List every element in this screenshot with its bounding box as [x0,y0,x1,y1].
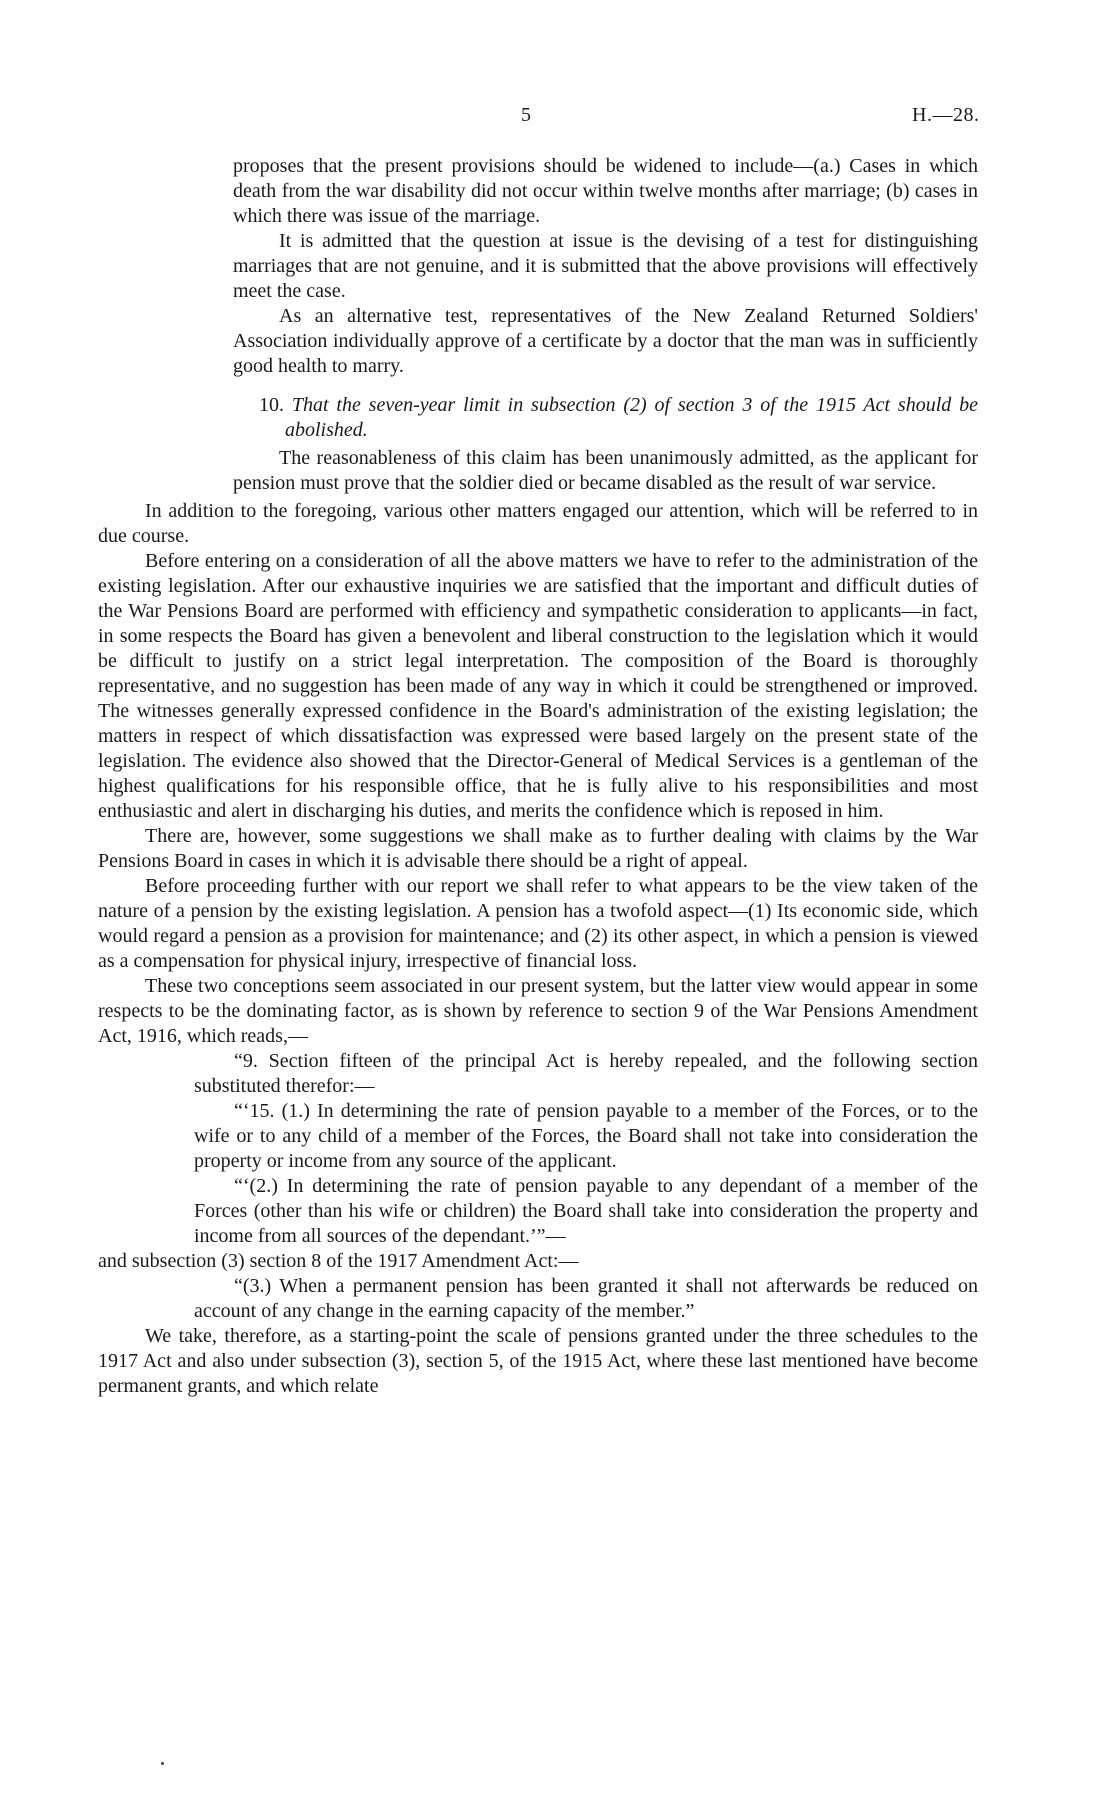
quotation: “9. Section fifteen of the principal Act is hereby repealed, and the following section substituted therefor:— [194,1050,978,1097]
paragraph: Before entering on a consideration of all the above matters we have to refer to the administration of the existing legislation. After our exhaustive inquiries we are satisfied that the important and difficult duties of the War Pensions Board are performed with efficiency and sympathetic consideration to applicants—in fact, in some respects the Board has given a benevolent and liberal construction to the legislation which it would be difficult to justify on a strict legal interpretation. The composition of the Board is thoroughly representative, and no suggestion has been made of any way in which it could be strengthened or improved. The witnesses generally expressed confidence in the Board's administration of the existing legislation; the matters in respect of which dissatisfaction was expressed were based largely on the present state of the legislation. The evidence also showed that the Director-General of Medical Services is a gentleman of the highest qualifications for his responsible office, that he is fully alive to his responsibilities and most enthusiastic and alert in discharging his duties, and merits the confidence which is reposed in him. [98,550,978,822]
paragraph: It is admitted that the question at issue is the devising of a test for distinguishing marriages that are not genuine, and it is submitted that the above provisions will effectively meet the case. [233,230,978,302]
quotation: “(3.) When a permanent pension has been granted it shall not afterwards be reduced on account of any change in the earning capacity of the member.” [194,1275,978,1322]
paragraph: We take, therefore, as a starting-point the scale of pensions granted under the three schedules to the 1917 Act and also under subsection (3), section 5, of the 1915 Act, where these last mentioned have become permanent grants, and which relate [98,1325,978,1397]
claim-heading [98,393,978,443]
body-text [98,154,978,1399]
indented-block [98,154,978,379]
claim-number: 10. [259,394,284,416]
paragraph: Before proceeding further with our report we shall refer to what appears to be the view taken of the nature of a pension by the existing legislation. A pension has a twofold aspect—(1) Its economic side, which would regard a pension as a provision for maintenance; and (2) its other aspect, in which a pension is viewed as a compensation for physical injury, irrespective of financial loss. [98,875,978,972]
page-number: 5 [521,104,531,126]
paragraph: In addition to the foregoing, various other matters engaged our attention, which will be referred to in due course. [98,500,978,547]
paragraph: and subsection (3) section 8 of the 1917 Amendment Act:— [98,1250,579,1272]
paragraph: These two conceptions seem associated in our present system, but the latter view would appear in some respects to be the dominating factor, as is shown by reference to section 9 of the War Pensions Amendment Act, 1916, which reads,— [98,975,978,1047]
quotation: “‘(2.) In determining the rate of pension payable to any dependant of a member of the Forces (other than his wife or children) the Board shall take into consideration the property and income from all sources of the dependant.’”— [194,1175,978,1247]
paragraph: There are, however, some suggestions we shall make as to further dealing with claims by the War Pensions Board in cases in which it is advisable there should be a right of appeal. [98,825,978,872]
claim-title: That the seven-year limit in subsection (2) of section 3 of the 1915 Act should be abolished. [285,394,978,441]
indented-block [98,446,978,496]
ink-speck [161,1762,164,1765]
paragraph: As an alternative test, representatives of the New Zealand Returned Soldiers' Association individually approve of a certificate by a doctor that the man was in sufficiently good health to marry. [233,305,978,377]
paragraph: The reasonableness of this claim has been unanimously admitted, as the applicant for pension must prove that the soldier died or became disabled as the result of war service. [233,447,978,494]
quotation: “‘15. (1.) In determining the rate of pension payable to a member of the Forces, or to the wife or to any child of a member of the Forces, the Board shall not take into consideration the property or income from any source of the applicant. [194,1100,978,1172]
paragraph: proposes that the present provisions should be widened to include—(a.) Cases in which death from the war disability did not occur within twelve months after marriage; (b) cases in which there was issue of the marriage. [233,155,978,227]
document-code: H.—28. [912,104,980,126]
